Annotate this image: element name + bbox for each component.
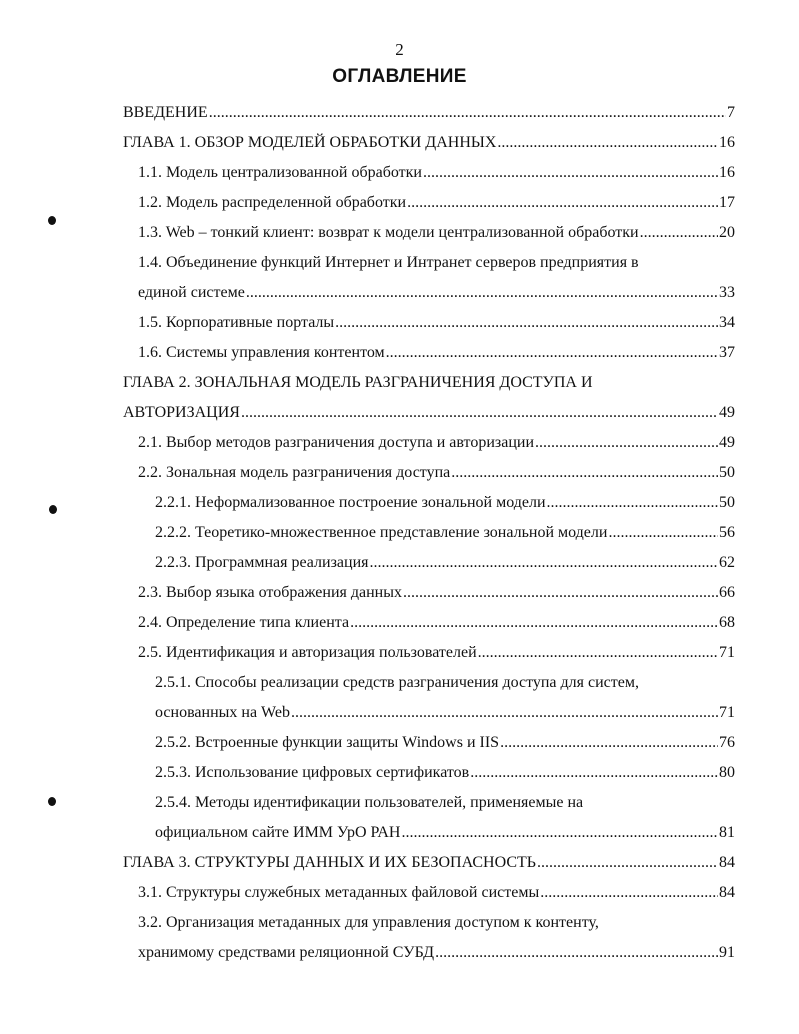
page-ref: 66 [719, 584, 735, 601]
leader-dots [386, 338, 718, 368]
leader-dots [401, 818, 718, 848]
toc-entry-2-2[interactable]: 2.2. Зональная модель разграничения доступа ..... 50 [138, 458, 735, 488]
toc-entry-3-1[interactable]: 3.1. Структуры служебных метаданных файловой системы ..... 84 [138, 878, 735, 908]
page-ref: 17 [719, 194, 735, 211]
toc-entry-1-3[interactable]: 1.3. Web – тонкий клиент: возврат к модели централизованной обработки ..... 20 [138, 218, 735, 248]
toc-entry-2-3[interactable]: 2.3. Выбор языка отображения данных ..... 66 [138, 578, 735, 608]
page-ref: 81 [719, 824, 735, 841]
leader-dots [640, 218, 718, 248]
toc-entry-1-4-line1[interactable]: 1.4. Объединение функций Интернет и Интранет серверов предприятия в [138, 254, 639, 271]
page-ref: 33 [719, 284, 735, 301]
leader-dots [246, 278, 718, 308]
toc-entry-1-4[interactable]: единой системе ..... 33 [138, 278, 735, 308]
leader-dots [451, 458, 718, 488]
page-ref: 62 [719, 554, 735, 571]
page-ref: 34 [719, 314, 735, 331]
leader-dots [369, 548, 718, 578]
binding-hole-mark [48, 216, 56, 225]
leader-dots [350, 608, 718, 638]
leader-dots [470, 758, 718, 788]
toc-entry-chapter-2-line1[interactable]: ГЛАВА 2. ЗОНАЛЬНАЯ МОДЕЛЬ РАЗГРАНИЧЕНИЯ ДОСТУПА И [123, 374, 593, 391]
toc-entry-2-2-1[interactable]: 2.2.1. Неформализованное построение зональной модели ..... 50 [155, 488, 735, 518]
toc-entry-2-5-4[interactable]: официальном сайте ИММ УрО РАН ..... 81 [155, 818, 735, 848]
binding-hole-mark [48, 797, 56, 806]
leader-dots [537, 848, 718, 878]
page-ref: 49 [719, 404, 735, 421]
page-ref: 16 [719, 164, 735, 181]
page-ref: 56 [719, 524, 735, 541]
toc-entry-2-5[interactable]: 2.5. Идентификация и авторизация пользователей ..... 71 [138, 638, 735, 668]
binding-hole-mark [49, 505, 57, 514]
page-ref: 84 [719, 884, 735, 901]
page-ref: 71 [719, 644, 735, 661]
toc-entry-3-2[interactable]: хранимому средствами реляционной СУБД ..... 91 [138, 938, 735, 968]
toc-entry-introduction[interactable]: ВВЕДЕНИЕ ..... 7 [123, 98, 735, 128]
toc-entry-2-5-2[interactable]: 2.5.2. Встроенные функции защиты Windows и IIS ..... 76 [155, 728, 735, 758]
leader-dots [535, 428, 718, 458]
toc-entry-chapter-1[interactable]: ГЛАВА 1. ОБЗОР МОДЕЛЕЙ ОБРАБОТКИ ДАННЫХ ..... 16 [123, 128, 735, 158]
leader-dots [500, 728, 718, 758]
toc-entry-1-2[interactable]: 1.2. Модель распределенной обработки ..... 17 [138, 188, 735, 218]
leader-dots [540, 878, 718, 908]
leader-dots [407, 188, 718, 218]
toc-entry-chapter-2[interactable]: АВТОРИЗАЦИЯ ..... 49 [123, 398, 735, 428]
page-number: 2 [395, 40, 404, 59]
page-ref: 49 [719, 434, 735, 451]
toc-entry-2-2-3[interactable]: 2.2.3. Программная реализация ..... 62 [155, 548, 735, 578]
page-ref: 84 [719, 854, 735, 871]
toc-entry-1-1[interactable]: 1.1. Модель централизованной обработки ..... 16 [138, 158, 735, 188]
toc-entry-2-5-4-line1[interactable]: 2.5.4. Методы идентификации пользователей, применяемые на [155, 794, 584, 811]
leader-dots [335, 308, 718, 338]
leader-dots [291, 698, 718, 728]
toc-entry-2-5-3[interactable]: 2.5.3. Использование цифровых сертификатов ..... 80 [155, 758, 735, 788]
toc-entry-chapter-3[interactable]: ГЛАВА 3. СТРУКТУРЫ ДАННЫХ И ИХ БЕЗОПАСНОСТЬ ..... 84 [123, 848, 735, 878]
toc-entry-2-5-1-line1[interactable]: 2.5.1. Способы реализации средств разграничения доступа для систем, [155, 674, 639, 691]
page-ref: 50 [719, 494, 735, 511]
toc-entry-2-1[interactable]: 2.1. Выбор методов разграничения доступа и авторизации ..... 49 [138, 428, 735, 458]
page-ref: 76 [719, 734, 735, 751]
leader-dots [423, 158, 718, 188]
leader-dots [547, 488, 718, 518]
page-ref: 20 [719, 224, 735, 241]
toc-title: ОГЛАВЛЕНИЕ [332, 66, 467, 87]
leader-dots [403, 578, 718, 608]
leader-dots [478, 638, 718, 668]
toc-entry-1-6[interactable]: 1.6. Системы управления контентом ..... 37 [138, 338, 735, 368]
leader-dots [608, 518, 718, 548]
toc-entry-1-5[interactable]: 1.5. Корпоративные порталы ..... 34 [138, 308, 735, 338]
toc-entry-2-2-2[interactable]: 2.2.2. Теоретико-множественное представление зональной модели ..... 56 [155, 518, 735, 548]
leader-dots [241, 398, 718, 428]
leader-dots [209, 98, 726, 128]
toc-entry-2-4[interactable]: 2.4. Определение типа клиента ..... 68 [138, 608, 735, 638]
toc-entry-3-2-line1[interactable]: 3.2. Организация метаданных для управления доступом к контенту, [138, 914, 599, 931]
page-ref: 91 [719, 944, 735, 961]
page-ref: 80 [719, 764, 735, 781]
leader-dots [435, 938, 718, 968]
page-ref: 37 [719, 344, 735, 361]
page-ref: 16 [719, 134, 735, 151]
page-ref: 50 [719, 464, 735, 481]
toc-entry-2-5-1[interactable]: основанных на Web ..... 71 [155, 698, 735, 728]
page-ref: 71 [719, 704, 735, 721]
leader-dots [497, 128, 718, 158]
page-ref: 7 [727, 104, 735, 121]
page-ref: 68 [719, 614, 735, 631]
